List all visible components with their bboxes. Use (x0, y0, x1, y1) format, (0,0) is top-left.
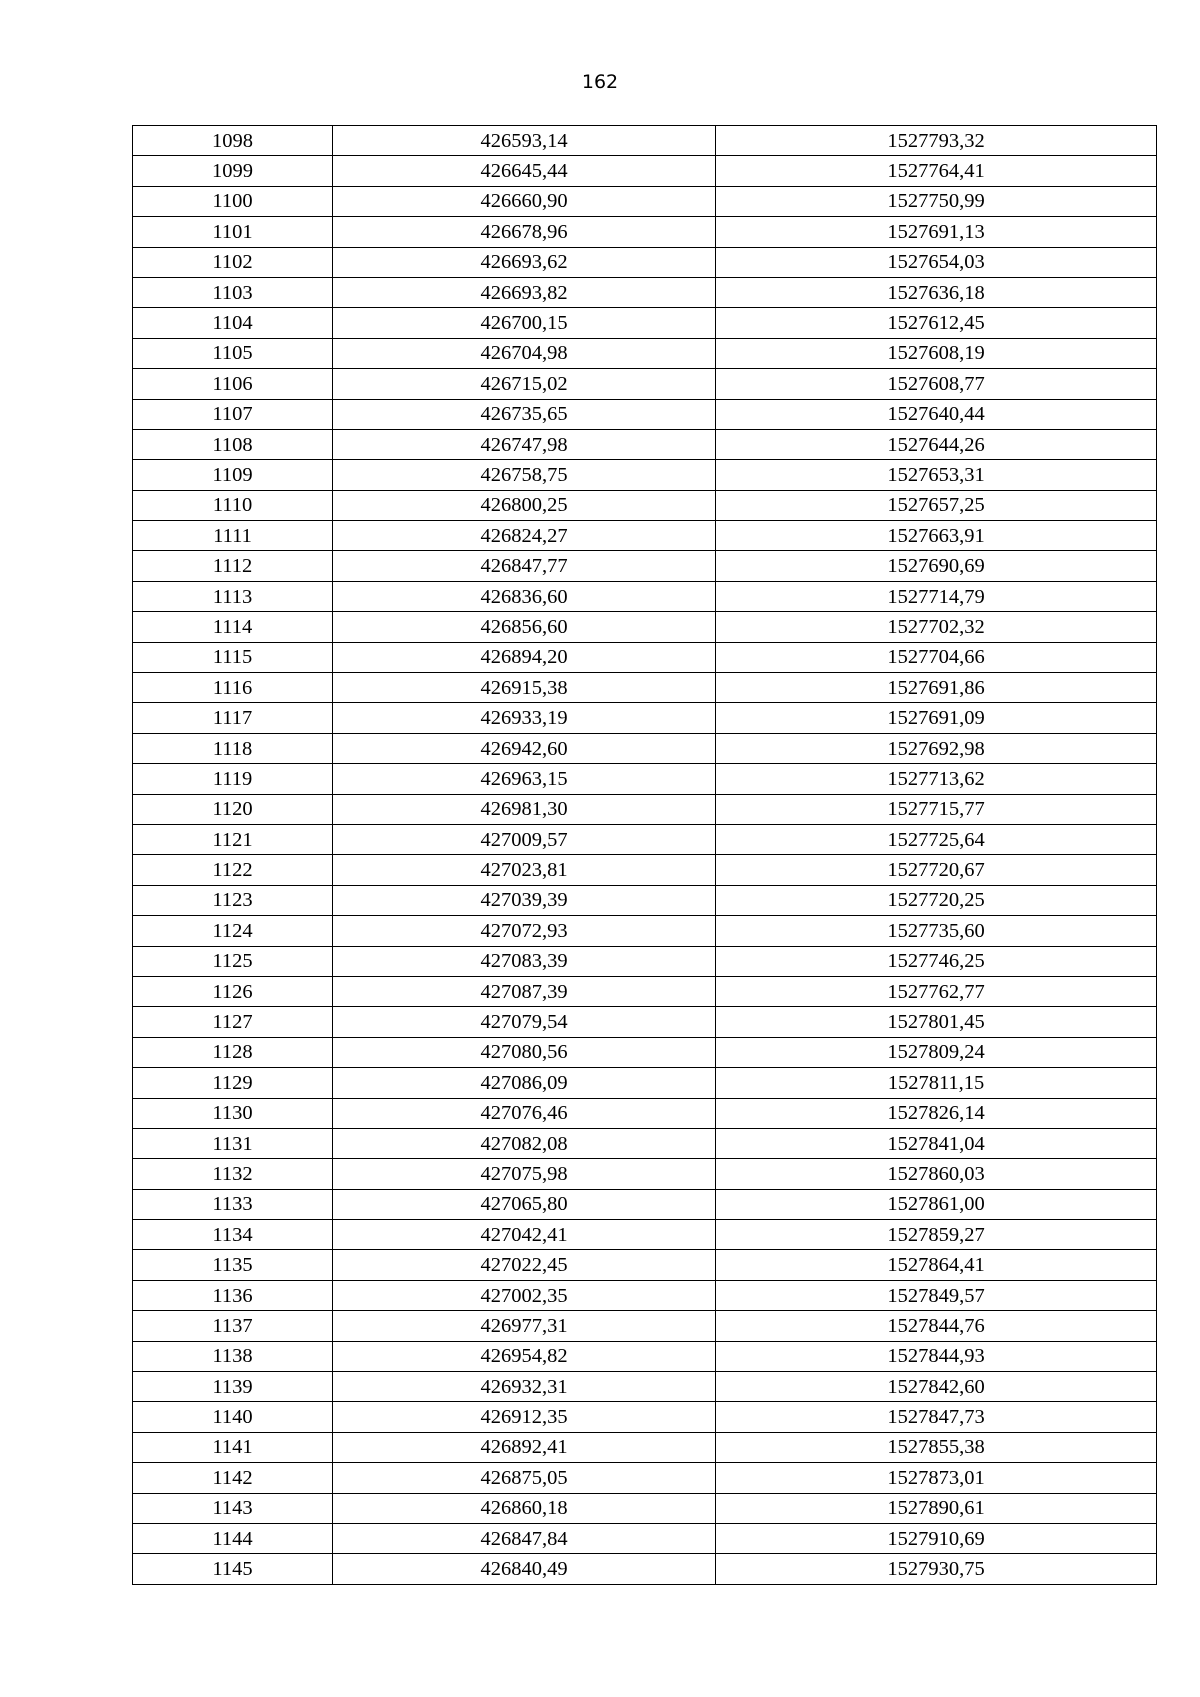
point-number-cell: 1128 (133, 1037, 333, 1067)
x-coordinate-cell: 426915,38 (333, 673, 716, 703)
table-row (133, 885, 1157, 915)
x-coordinate-cell: 427075,98 (333, 1159, 716, 1189)
y-coordinate-cell: 1527746,25 (716, 946, 1157, 976)
x-coordinate-cell: 427076,46 (333, 1098, 716, 1128)
y-coordinate-cell: 1527691,86 (716, 673, 1157, 703)
point-number-cell: 1114 (133, 612, 333, 642)
x-coordinate-cell: 427065,80 (333, 1189, 716, 1219)
y-coordinate-cell: 1527859,27 (716, 1220, 1157, 1250)
y-coordinate-cell: 1527842,60 (716, 1372, 1157, 1402)
point-number-cell: 1139 (133, 1372, 333, 1402)
table-row (133, 855, 1157, 885)
y-coordinate-cell: 1527691,13 (716, 217, 1157, 247)
table-row (133, 976, 1157, 1006)
y-coordinate-cell: 1527608,77 (716, 369, 1157, 399)
coordinates-table (132, 125, 1157, 1585)
x-coordinate-cell: 426856,60 (333, 612, 716, 642)
table-row (133, 551, 1157, 581)
point-number-cell: 1136 (133, 1280, 333, 1310)
x-coordinate-cell: 427072,93 (333, 916, 716, 946)
point-number-cell: 1129 (133, 1068, 333, 1098)
point-number-cell: 1123 (133, 885, 333, 915)
point-number-cell: 1137 (133, 1311, 333, 1341)
point-number-cell: 1126 (133, 976, 333, 1006)
y-coordinate-cell: 1527657,25 (716, 490, 1157, 520)
point-number-cell: 1132 (133, 1159, 333, 1189)
x-coordinate-cell: 426735,65 (333, 399, 716, 429)
table-row (133, 1189, 1157, 1219)
x-coordinate-cell: 427080,56 (333, 1037, 716, 1067)
point-number-cell: 1125 (133, 946, 333, 976)
x-coordinate-cell: 426693,82 (333, 277, 716, 307)
x-coordinate-cell: 426892,41 (333, 1432, 716, 1462)
table-row (133, 369, 1157, 399)
table-row (133, 186, 1157, 216)
table-row (133, 794, 1157, 824)
point-number-cell: 1142 (133, 1463, 333, 1493)
table-row (133, 1432, 1157, 1462)
x-coordinate-cell: 427042,41 (333, 1220, 716, 1250)
point-number-cell: 1124 (133, 916, 333, 946)
y-coordinate-cell: 1527801,45 (716, 1007, 1157, 1037)
y-coordinate-cell: 1527764,41 (716, 156, 1157, 186)
table-row (133, 126, 1157, 156)
x-coordinate-cell: 426912,35 (333, 1402, 716, 1432)
table-row (133, 946, 1157, 976)
table-row (133, 824, 1157, 854)
x-coordinate-cell: 426824,27 (333, 521, 716, 551)
point-number-cell: 1117 (133, 703, 333, 733)
table-row (133, 1402, 1157, 1432)
x-coordinate-cell: 426800,25 (333, 490, 716, 520)
point-number-cell: 1119 (133, 764, 333, 794)
point-number-cell: 1116 (133, 673, 333, 703)
x-coordinate-cell: 426678,96 (333, 217, 716, 247)
table-row (133, 217, 1157, 247)
point-number-cell: 1131 (133, 1128, 333, 1158)
table-row (133, 1493, 1157, 1523)
x-coordinate-cell: 426860,18 (333, 1493, 716, 1523)
table-row (133, 490, 1157, 520)
x-coordinate-cell: 427087,39 (333, 976, 716, 1006)
point-number-cell: 1098 (133, 126, 333, 156)
x-coordinate-cell: 427083,39 (333, 946, 716, 976)
table-row (133, 277, 1157, 307)
y-coordinate-cell: 1527841,04 (716, 1128, 1157, 1158)
x-coordinate-cell: 426747,98 (333, 429, 716, 459)
y-coordinate-cell: 1527735,60 (716, 916, 1157, 946)
x-coordinate-cell: 426715,02 (333, 369, 716, 399)
y-coordinate-cell: 1527890,61 (716, 1493, 1157, 1523)
table-row (133, 703, 1157, 733)
x-coordinate-cell: 427023,81 (333, 855, 716, 885)
y-coordinate-cell: 1527612,45 (716, 308, 1157, 338)
x-coordinate-cell: 426660,90 (333, 186, 716, 216)
point-number-cell: 1109 (133, 460, 333, 490)
y-coordinate-cell: 1527608,19 (716, 338, 1157, 368)
point-number-cell: 1105 (133, 338, 333, 368)
y-coordinate-cell: 1527691,09 (716, 703, 1157, 733)
x-coordinate-cell: 427002,35 (333, 1280, 716, 1310)
y-coordinate-cell: 1527762,77 (716, 976, 1157, 1006)
point-number-cell: 1100 (133, 186, 333, 216)
point-number-cell: 1118 (133, 733, 333, 763)
table-row (133, 399, 1157, 429)
y-coordinate-cell: 1527714,79 (716, 581, 1157, 611)
table-row (133, 581, 1157, 611)
y-coordinate-cell: 1527725,64 (716, 824, 1157, 854)
table-row (133, 156, 1157, 186)
table-row (133, 1007, 1157, 1037)
x-coordinate-cell: 427086,09 (333, 1068, 716, 1098)
table-row (133, 642, 1157, 672)
x-coordinate-cell: 426847,84 (333, 1523, 716, 1553)
table-row (133, 429, 1157, 459)
point-number-cell: 1115 (133, 642, 333, 672)
point-number-cell: 1140 (133, 1402, 333, 1432)
table-row (133, 1372, 1157, 1402)
y-coordinate-cell: 1527864,41 (716, 1250, 1157, 1280)
x-coordinate-cell: 426977,31 (333, 1311, 716, 1341)
table-row (133, 1523, 1157, 1553)
x-coordinate-cell: 426840,49 (333, 1554, 716, 1584)
point-number-cell: 1102 (133, 247, 333, 277)
y-coordinate-cell: 1527860,03 (716, 1159, 1157, 1189)
y-coordinate-cell: 1527811,15 (716, 1068, 1157, 1098)
y-coordinate-cell: 1527636,18 (716, 277, 1157, 307)
point-number-cell: 1099 (133, 156, 333, 186)
page-number: 162 (581, 71, 619, 93)
coordinates-table-body (133, 126, 1157, 1585)
x-coordinate-cell: 427079,54 (333, 1007, 716, 1037)
point-number-cell: 1113 (133, 581, 333, 611)
point-number-cell: 1143 (133, 1493, 333, 1523)
table-row (133, 916, 1157, 946)
x-coordinate-cell: 427039,39 (333, 885, 716, 915)
y-coordinate-cell: 1527826,14 (716, 1098, 1157, 1128)
y-coordinate-cell: 1527750,99 (716, 186, 1157, 216)
x-coordinate-cell: 427082,08 (333, 1128, 716, 1158)
point-number-cell: 1108 (133, 429, 333, 459)
y-coordinate-cell: 1527644,26 (716, 429, 1157, 459)
y-coordinate-cell: 1527844,76 (716, 1311, 1157, 1341)
y-coordinate-cell: 1527653,31 (716, 460, 1157, 490)
point-number-cell: 1112 (133, 551, 333, 581)
point-number-cell: 1134 (133, 1220, 333, 1250)
table-row (133, 1311, 1157, 1341)
table-row (133, 764, 1157, 794)
x-coordinate-cell: 426693,62 (333, 247, 716, 277)
point-number-cell: 1101 (133, 217, 333, 247)
y-coordinate-cell: 1527809,24 (716, 1037, 1157, 1067)
x-coordinate-cell: 426942,60 (333, 733, 716, 763)
y-coordinate-cell: 1527844,93 (716, 1341, 1157, 1371)
y-coordinate-cell: 1527855,38 (716, 1432, 1157, 1462)
table-row (133, 1220, 1157, 1250)
x-coordinate-cell: 426963,15 (333, 764, 716, 794)
x-coordinate-cell: 426933,19 (333, 703, 716, 733)
y-coordinate-cell: 1527702,32 (716, 612, 1157, 642)
point-number-cell: 1122 (133, 855, 333, 885)
x-coordinate-cell: 426932,31 (333, 1372, 716, 1402)
table-row (133, 460, 1157, 490)
point-number-cell: 1121 (133, 824, 333, 854)
table-row (133, 1250, 1157, 1280)
x-coordinate-cell: 426593,14 (333, 126, 716, 156)
y-coordinate-cell: 1527849,57 (716, 1280, 1157, 1310)
point-number-cell: 1144 (133, 1523, 333, 1553)
y-coordinate-cell: 1527690,69 (716, 551, 1157, 581)
y-coordinate-cell: 1527713,62 (716, 764, 1157, 794)
point-number-cell: 1141 (133, 1432, 333, 1462)
x-coordinate-cell: 426981,30 (333, 794, 716, 824)
table-row (133, 521, 1157, 551)
table-row (133, 733, 1157, 763)
table-row (133, 1463, 1157, 1493)
table-row (133, 1280, 1157, 1310)
x-coordinate-cell: 426836,60 (333, 581, 716, 611)
point-number-cell: 1145 (133, 1554, 333, 1584)
y-coordinate-cell: 1527930,75 (716, 1554, 1157, 1584)
y-coordinate-cell: 1527720,25 (716, 885, 1157, 915)
table-row (133, 1068, 1157, 1098)
table-row (133, 1554, 1157, 1584)
x-coordinate-cell: 426954,82 (333, 1341, 716, 1371)
point-number-cell: 1130 (133, 1098, 333, 1128)
y-coordinate-cell: 1527654,03 (716, 247, 1157, 277)
point-number-cell: 1135 (133, 1250, 333, 1280)
point-number-cell: 1110 (133, 490, 333, 520)
table-row (133, 1098, 1157, 1128)
point-number-cell: 1103 (133, 277, 333, 307)
table-row (133, 1037, 1157, 1067)
y-coordinate-cell: 1527861,00 (716, 1189, 1157, 1219)
x-coordinate-cell: 426894,20 (333, 642, 716, 672)
point-number-cell: 1106 (133, 369, 333, 399)
x-coordinate-cell: 426645,44 (333, 156, 716, 186)
y-coordinate-cell: 1527640,44 (716, 399, 1157, 429)
y-coordinate-cell: 1527873,01 (716, 1463, 1157, 1493)
table-row (133, 612, 1157, 642)
point-number-cell: 1104 (133, 308, 333, 338)
y-coordinate-cell: 1527720,67 (716, 855, 1157, 885)
table-row (133, 673, 1157, 703)
y-coordinate-cell: 1527663,91 (716, 521, 1157, 551)
table-row (133, 1341, 1157, 1371)
x-coordinate-cell: 426704,98 (333, 338, 716, 368)
point-number-cell: 1138 (133, 1341, 333, 1371)
x-coordinate-cell: 426758,75 (333, 460, 716, 490)
y-coordinate-cell: 1527704,66 (716, 642, 1157, 672)
point-number-cell: 1133 (133, 1189, 333, 1219)
y-coordinate-cell: 1527793,32 (716, 126, 1157, 156)
x-coordinate-cell: 427022,45 (333, 1250, 716, 1280)
y-coordinate-cell: 1527715,77 (716, 794, 1157, 824)
x-coordinate-cell: 426700,15 (333, 308, 716, 338)
table-row (133, 338, 1157, 368)
table-row (133, 1128, 1157, 1158)
x-coordinate-cell: 426875,05 (333, 1463, 716, 1493)
point-number-cell: 1120 (133, 794, 333, 824)
y-coordinate-cell: 1527847,73 (716, 1402, 1157, 1432)
point-number-cell: 1127 (133, 1007, 333, 1037)
point-number-cell: 1107 (133, 399, 333, 429)
x-coordinate-cell: 426847,77 (333, 551, 716, 581)
point-number-cell: 1111 (133, 521, 333, 551)
table-row (133, 247, 1157, 277)
x-coordinate-cell: 427009,57 (333, 824, 716, 854)
y-coordinate-cell: 1527910,69 (716, 1523, 1157, 1553)
table-row (133, 1159, 1157, 1189)
y-coordinate-cell: 1527692,98 (716, 733, 1157, 763)
table-row (133, 308, 1157, 338)
